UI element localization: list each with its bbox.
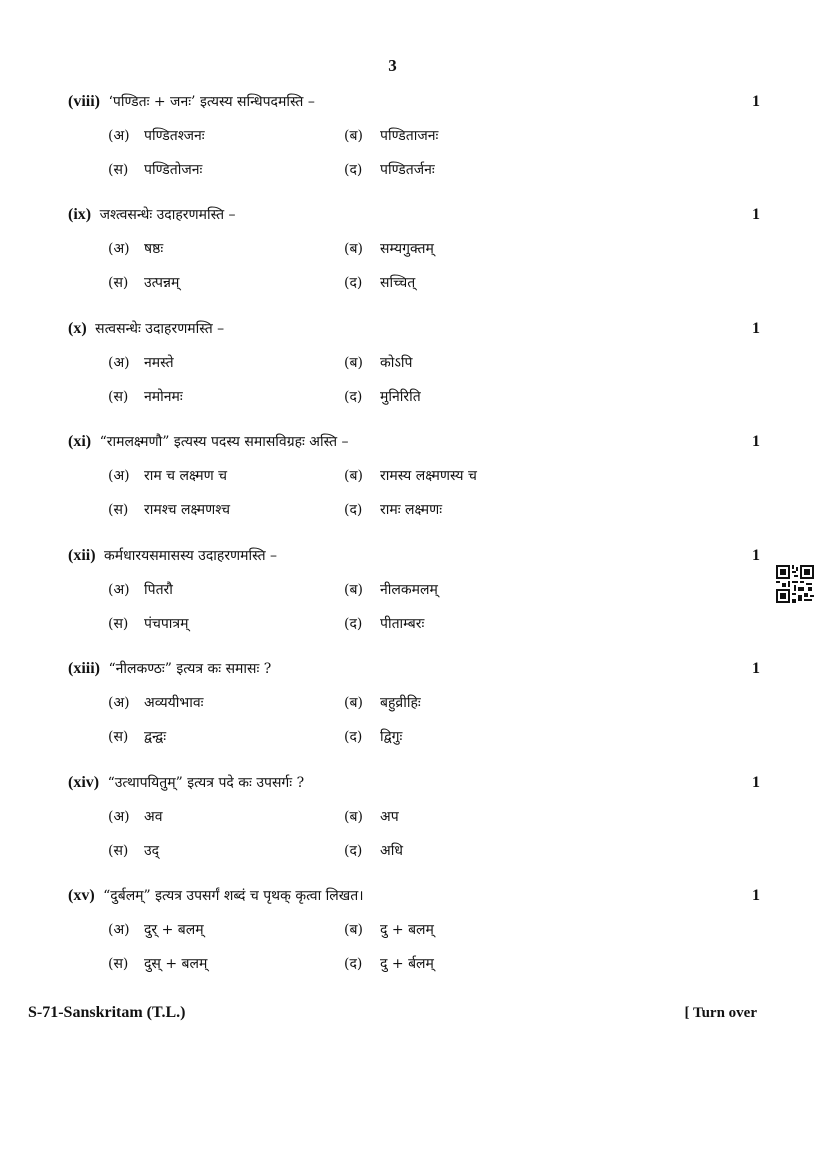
question-number: (xii) xyxy=(68,547,96,564)
option-d xyxy=(344,158,435,182)
option-text: पितरौ xyxy=(144,582,173,598)
option-c xyxy=(108,271,179,295)
option-label: (ब) xyxy=(344,128,363,144)
question-marks: 1 xyxy=(752,660,760,677)
question-marks: 1 xyxy=(752,320,760,337)
question-marks: 1 xyxy=(752,887,760,904)
option-text: पीताम्बरः xyxy=(380,616,425,632)
option-text: सच्चित् xyxy=(380,275,416,291)
option-d xyxy=(344,271,415,295)
question xyxy=(68,430,760,522)
option-label: (ब) xyxy=(344,468,363,484)
option-a xyxy=(108,124,205,148)
option-text: पण्डितर्जनः xyxy=(380,162,435,178)
option-c xyxy=(108,612,189,636)
question-marks: 1 xyxy=(752,93,760,110)
option-label: (अ) xyxy=(108,468,130,484)
option-text: बहुव्रीहिः xyxy=(380,695,421,711)
option-label: (स) xyxy=(108,729,129,745)
option-c xyxy=(108,725,166,749)
option-text: दुस् + बलम् xyxy=(144,956,208,972)
option-text: सम्यगुक्तम् xyxy=(380,241,434,257)
option-b xyxy=(344,918,434,942)
question-number: (xiv) xyxy=(68,774,100,791)
question-number: (xi) xyxy=(68,433,92,450)
option-text: पंचपात्रम् xyxy=(144,616,189,632)
option-text: अप xyxy=(380,809,399,825)
option-a xyxy=(108,578,173,602)
question-number: (x) xyxy=(68,320,87,337)
turn-over-note: [ Turn over xyxy=(684,1005,757,1021)
option-label: (अ) xyxy=(108,128,130,144)
option-c xyxy=(108,839,159,863)
question xyxy=(68,317,760,409)
option-a xyxy=(108,464,227,488)
option-label: (ब) xyxy=(344,355,363,371)
option-text: अव्ययीभावः xyxy=(144,695,204,711)
option-label: (अ) xyxy=(108,241,130,257)
option-label: (द) xyxy=(344,275,363,291)
option-text: दुर् + बलम् xyxy=(144,922,204,938)
question xyxy=(68,884,760,976)
option-text: अव xyxy=(144,809,163,825)
option-label: (स) xyxy=(108,956,129,972)
option-text: पण्डितश्जनः xyxy=(144,128,205,144)
option-label: (अ) xyxy=(108,809,130,825)
question-text: जश्त्वसन्धेः उदाहरणमस्ति – xyxy=(99,207,236,223)
option-a xyxy=(108,351,174,375)
option-text: रामः लक्ष्मणः xyxy=(380,502,443,518)
question-number: (ix) xyxy=(68,206,92,223)
question-marks: 1 xyxy=(752,774,760,791)
question-text: ‘पण्डितः + जनः’ इत्यस्य सन्धिपदमस्ति – xyxy=(108,94,315,110)
option-label: (द) xyxy=(344,956,363,972)
question-number: (xiii) xyxy=(68,660,100,677)
option-text: कोऽपि xyxy=(380,355,413,371)
option-text: षष्ठः xyxy=(144,241,164,257)
option-a xyxy=(108,918,204,942)
question-text: कर्मधारयसमासस्य उदाहरणमस्ति – xyxy=(104,548,278,564)
option-d xyxy=(344,612,424,636)
option-label: (स) xyxy=(108,389,129,405)
question-number: (xv) xyxy=(68,887,95,904)
option-label: (द) xyxy=(344,616,363,632)
option-b xyxy=(344,124,438,148)
question-marks: 1 xyxy=(752,206,760,223)
question xyxy=(68,90,760,182)
option-text: दु + बलम् xyxy=(380,922,434,938)
option-label: (द) xyxy=(344,162,363,178)
option-label: (स) xyxy=(108,275,129,291)
question-text: “रामलक्ष्मणौ” इत्यस्य पदस्य समासविग्रहः अस्ति – xyxy=(99,434,349,450)
question xyxy=(68,657,760,749)
option-d xyxy=(344,725,402,749)
option-b xyxy=(344,464,477,488)
option-label: (अ) xyxy=(108,582,130,598)
option-label: (द) xyxy=(344,729,363,745)
option-text: नीलकमलम् xyxy=(380,582,438,598)
option-label: (ब) xyxy=(344,582,363,598)
option-text: मुनिरिति xyxy=(380,389,421,405)
option-label: (ब) xyxy=(344,241,363,257)
option-text: नमोनमः xyxy=(144,389,183,405)
option-label: (ब) xyxy=(344,695,363,711)
question xyxy=(68,771,760,863)
option-d xyxy=(344,385,421,409)
option-label: (अ) xyxy=(108,355,130,371)
option-label: (द) xyxy=(344,502,363,518)
option-text: द्वन्द्वः xyxy=(144,729,167,745)
option-text: दु + र्बलम् xyxy=(380,956,434,972)
paper-code: S-71-Sanskritam (T.L.) xyxy=(28,1004,186,1021)
option-b xyxy=(344,805,399,829)
option-text: उत्पन्नम् xyxy=(144,275,180,291)
option-d xyxy=(344,839,403,863)
question-text: “नीलकण्ठः” इत्यत्र कः समासः ? xyxy=(108,661,272,677)
option-label: (अ) xyxy=(108,695,130,711)
option-text: पण्डितोजनः xyxy=(144,162,203,178)
option-d xyxy=(344,952,434,976)
option-text: नमस्ते xyxy=(144,355,174,371)
option-b xyxy=(344,691,421,715)
option-b xyxy=(344,578,438,602)
option-text: पण्डिताजनः xyxy=(380,128,439,144)
option-d xyxy=(344,498,442,522)
option-c xyxy=(108,158,202,182)
question-marks: 1 xyxy=(752,433,760,450)
option-a xyxy=(108,805,162,829)
question-text: “उत्थापयितुम्” इत्यत्र पदे कः उपसर्गः ? xyxy=(107,775,305,791)
option-label: (द) xyxy=(344,843,363,859)
option-text: राम च लक्ष्मण च xyxy=(144,468,228,484)
option-text: अधि xyxy=(380,843,403,859)
option-c xyxy=(108,952,207,976)
option-label: (स) xyxy=(108,162,129,178)
option-c xyxy=(108,498,230,522)
option-text: रामस्य लक्ष्मणस्य च xyxy=(380,468,477,484)
question xyxy=(68,544,760,636)
option-a xyxy=(108,691,203,715)
option-b xyxy=(344,237,434,261)
qr-code-icon xyxy=(776,565,814,603)
option-label: (ब) xyxy=(344,809,363,825)
option-text: द्विगुः xyxy=(380,729,403,745)
option-b xyxy=(344,351,413,375)
question xyxy=(68,203,760,295)
question-number: (viii) xyxy=(68,93,100,110)
option-label: (स) xyxy=(108,502,129,518)
question-text: “दुर्बलम्” इत्यत्र उपसर्गं शब्दं च पृथक् कृत्वा लिखत। xyxy=(103,888,364,904)
page-number: 3 xyxy=(388,56,397,75)
option-label: (ब) xyxy=(344,922,363,938)
question-marks: 1 xyxy=(752,547,760,564)
option-label: (द) xyxy=(344,389,363,405)
option-text: उद् xyxy=(144,843,160,859)
option-label: (अ) xyxy=(108,922,130,938)
option-text: रामश्च लक्ष्मणश्च xyxy=(144,502,231,518)
option-c xyxy=(108,385,183,409)
question-text: सत्वसन्धेः उदाहरणमस्ति – xyxy=(95,321,225,337)
option-label: (स) xyxy=(108,616,129,632)
option-a xyxy=(108,237,163,261)
option-label: (स) xyxy=(108,843,129,859)
